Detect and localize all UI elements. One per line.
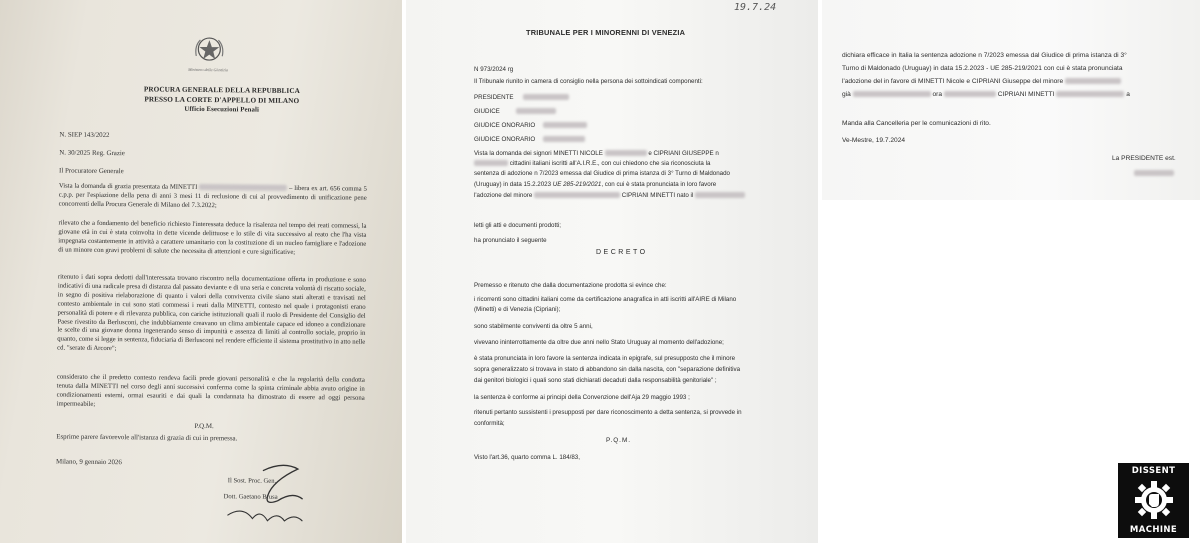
heading-procura: PROCURA GENERALE DELLA REPUBBLICA (143, 85, 300, 96)
presidente-row: PRESIDENTE (474, 94, 569, 101)
presidente-signature-redacted (1134, 170, 1174, 177)
place-date: Milano, 9 gennaio 2026 (55, 458, 122, 467)
heading-corte: PRESSO LA CORTE D'APPELLO DI MILANO (144, 95, 300, 106)
italian-republic-emblem-icon (192, 34, 226, 64)
emblem-caption: Ministero della Giustizia (188, 66, 228, 73)
tribunale-title: TRIBUNALE PER I MINORENNI DI VENEZIA (526, 28, 686, 37)
logo-text-top: DISSENT (1131, 466, 1176, 476)
vista-line-2: cittadini italiani iscritti all'A.I.R.E., con cui chiedono che sia riconosciuta la (474, 160, 710, 167)
conforme-aja: la sentenza è conforme ai principi della Convenzione dell'Aja 29 maggio 1993 ; (474, 394, 690, 401)
place-date: Ve-Mestre, 19.7.2024 (842, 137, 906, 144)
tribunale-decreto-continuation (822, 0, 1200, 200)
dichiara-line-2: Turno di Maldonado (Uruguay) in data 15.2.2023 - UE 285-219/2021 con cui è stata pronunciata (842, 65, 1123, 72)
visto-art: Visto l'art.36, quarto comma L. 184/83, (474, 454, 580, 461)
giudice-onorario-row-1: GIUDICE ONORARIO (474, 122, 587, 129)
paragraph-considerato: considerato che il predetto contesto rendeva facili prede giovani personalità e che la regolarità della condotta tenuta dalla MINETTI nel corso degli anni successivi conferma come la spinta criminale abbia avuto origine in condizionamenti esterni, ormai esauriti e dai quali la condannata ha dimostrato di essere ad oggi persona impermeabile; (56, 373, 365, 408)
giudice-row: GIUDICE (474, 108, 556, 115)
paragraph-rilevato: rilevato che a fondamento del beneficio richiesto l'interessata deduce la risalenza nel tempo dei reati commessi, la giovane età in cui è stata coinvolta in dette vicende delittuose e lo stile di vita successivo al reato che l'ha vista impegnata costantemente in attività a carattere umanitario con la costituzione di un nucleo famigliare e l'adozione di un minore con gravi problemi di salute che necessita di attenzioni e cure significative; (58, 219, 367, 256)
manda-cancelleria: Manda alla Cancelleria per le comunicazioni di rito. (842, 120, 991, 127)
procuratore-intro: Il Procuratore Generale (59, 167, 124, 176)
tribunale-minorenni-document (406, 0, 818, 543)
dichiara-line-3: l'adozione del in favore di MINETTI Nicole e CIPRIANI Giuseppe del minore (842, 78, 1121, 85)
ritenuti-line-1: ritenuti pertanto sussistenti i presupposti per dare riconoscimento a detta sentenza, si provvede in (474, 409, 742, 416)
vivevano: vivevano ininterrottamente da oltre due anni nello Stato Uruguay al momento dell'adozione; (474, 339, 724, 346)
dichiara-line-4: già ora CIPRIANI MINETTI a (842, 91, 1130, 98)
vista-line-4: (Uruguay) in data 15.2.2023 UE 285-219/2021, con cui è stata pronunciata in loro favore (474, 181, 717, 188)
dissent-machine-logo (1118, 463, 1189, 538)
procura-generale-document (0, 0, 402, 543)
ricorrenti-line-2: (Minetti) e di Venezia (Cipriani); (474, 306, 561, 313)
paragraph-vista: Vista la domanda di grazia presentata da MINETTI – libera ex art. 656 comma 5 c.p.p. per l'espiazione della pena di anni 3 mesi 11 di reclusione di cui al provvedimento di unificazione pene concorrenti della Procura Generale di Milano del 7.3.2022; (58, 182, 367, 209)
pqm-heading: P.Q.M. (194, 422, 214, 431)
premesso: Premesso e ritenuto che dalla documentazione prodotta si evince che: (474, 282, 667, 289)
ritenuti-line-2: conformità; (474, 420, 505, 427)
paragraph-ritenuto: ritenuto i dati sopra dedotti dall'interessata trovano riscontro nella documentazione offerta in produzione e sono indicativi di una radicale presa di distanza dal passato deviante e di una seria e concreta volontà di riscatto sociale, in segno di positiva rielaborazione di quanto i valori della convivenza civile siano stati alterati e travisati nel contesto ambientale in cui sono stati commessi i reati dalla MINETTI, contesto nel quale i protagonisti erano personalità di potere e di rilevanza pubblica, con cariche istituzionali quali il ruolo di Presidente del Consiglio del Paese rivestito da Berlusconi, che indubbiamente creavano un clima ambientale capace ed idoneo a condizionare le scelte di una giovane donna ingenerando senso di impunità e assenza di limiti al controllo sociale, proprio in quanto, come si legge in sentenza, fiduciaria di Berlusconi nel rendere efficiente il sistema prostitutivo in atto nelle cd. "serate di Arcore"; (57, 273, 366, 353)
heading-ufficio: Ufficio Esecuzioni Penali (184, 105, 260, 114)
conviventi: sono stabilmente conviventi da oltre 5 anni, (474, 323, 593, 330)
siep-number: N. SIEP 143/2022 (59, 131, 110, 140)
signatory-name: Dott. Gaetano Brusa (223, 493, 278, 501)
pronunciata-line-2: sopra generalizzato si trovava in stato di abbandono sin dalla nascita, con "separazione definitiva (474, 366, 741, 373)
pronunciata-line-3: dai genitori biologici i quali sono stati dichiarati decaduti dalla responsabilità genitoriale" ; (474, 377, 717, 384)
esprime-parere: Esprime parere favorevole all'istanza di grazia di cui in premessa. (56, 433, 238, 443)
pronunciata-line-1: è stata pronunciata in loro favore la sentenza indicata in epigrafe, sul presupposto che il minore (474, 355, 736, 362)
decreto-heading: DECRETO (596, 249, 648, 256)
reg-number: N. 30/2025 Reg. Grazie (59, 149, 125, 158)
letti-atti: letti gli atti e documenti prodotti; (474, 222, 562, 229)
vista-line-3: sentenza di adozione n 7/2023 emessa dal Giudice di prima istanza di 3° Turno di Maldonado (474, 170, 730, 177)
gear-fist-icon (1132, 478, 1176, 522)
logo-text-bottom: MACHINE (1129, 525, 1178, 535)
handwritten-date: 19.7.24 (734, 2, 777, 13)
redacted-name (199, 184, 287, 191)
case-number: N 973/2024 rg (474, 66, 514, 73)
dichiara-line-1: dichiara efficace in Italia la sentenza adozione n 7/2023 emessa dal Giudice di prima istanza di 3° (842, 52, 1127, 59)
giudice-onorario-row-2: GIUDICE ONORARIO (474, 136, 585, 143)
ricorrenti-line-1: i ricorrenti sono cittadini italiani come da certificazione anagrafica in atti iscritti all'AIRE di Milano (474, 296, 737, 303)
pqm-heading: P.Q.M. (606, 437, 632, 444)
tribunale-intro: Il Tribunale riunito in camera di consiglio nella persona dei sottoindicati componenti: (474, 78, 703, 85)
ha-pronunciato: ha pronunciato il seguente (474, 237, 547, 244)
vista-line-1: Vista la domanda dei signori MINETTI NICOLE e CIPRIANI GIUSEPPE n (474, 150, 719, 157)
signatory-title: Il Sost. Proc. Gen. (227, 477, 277, 485)
vista-line-5: l'adozione del minore CIPRIANI MINETTI nato il (474, 192, 745, 199)
presidente-signature-label: La PRESIDENTE est. (1112, 155, 1176, 162)
